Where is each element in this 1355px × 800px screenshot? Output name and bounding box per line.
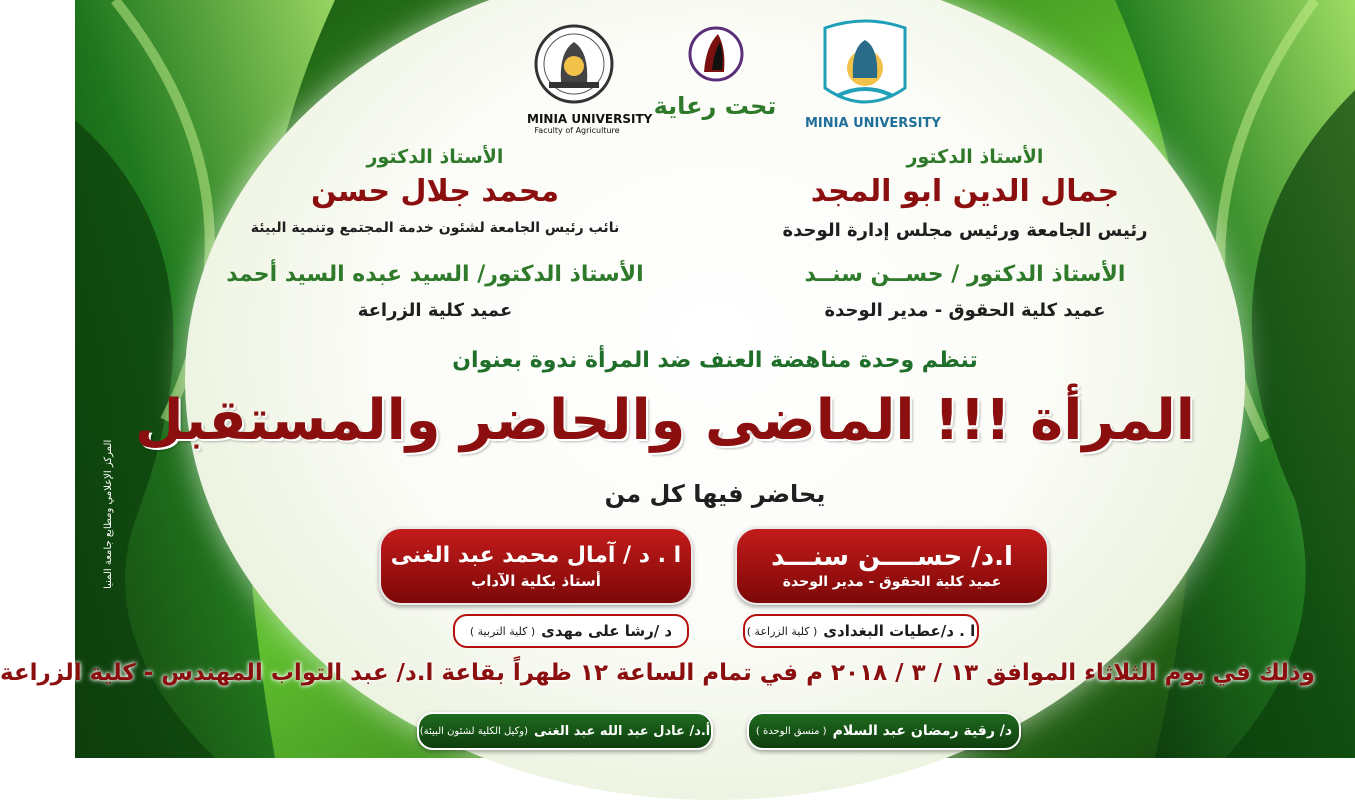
coordinator-left-note: (وكيل الكلية لشئون البيئة) <box>419 725 529 737</box>
coordinator-left-name: أ.د/ عادل عبد الله عبد الغنى <box>534 723 711 739</box>
president-name: جمال الدين ابو المجد <box>810 174 1120 209</box>
faculty-logo-subtitle: Faculty of Agriculture <box>534 126 620 135</box>
faculty-agriculture-logo <box>531 22 617 114</box>
minia-logo-name: MINIA UNIVERSITY <box>805 116 941 131</box>
patronage-text: تحت رعاية <box>653 92 777 120</box>
co-speaker-left-name: د /رشا على مهدى <box>541 622 673 640</box>
co-speaker-right-name: ا . د/عطيات البغدادى <box>823 622 976 640</box>
president-role: رئيس الجامعة ورئيس مجلس إدارة الوحدة <box>782 220 1148 241</box>
coordinator-pill-left <box>417 712 713 750</box>
speaker-left-name: ا . د / آمال محمد عبد الغنى <box>390 542 682 568</box>
coordinator-pill-right <box>747 712 1021 750</box>
right-title-1: الأستاذ الدكتور <box>906 146 1044 168</box>
co-speaker-pill-left <box>453 614 689 648</box>
speakers-intro: يحاضر فيها كل من <box>604 480 826 508</box>
co-speaker-pill-right <box>743 614 979 648</box>
coordinator-right-name: د/ رقية رمضان عبد السلام <box>832 723 1013 739</box>
speaker-right-name: ا.د/ حســــن سنـــد <box>771 542 1013 572</box>
faculty-logo-name: MINIA UNIVERSITY <box>527 112 653 126</box>
co-speaker-left-note: ( كلية التربية ) <box>469 624 536 638</box>
organizer-line: تنظم وحدة مناهضة العنف ضد المرأة ندوة بعنوان <box>452 348 978 373</box>
agriculture-dean-name: الأستاذ الدكتور/ السيد عبده السيد أحمد <box>226 262 644 287</box>
printer-credit: المركز الإعلامي ومطابع جامعة المنيا <box>103 440 114 590</box>
agriculture-dean-role: عميد كلية الزراعة <box>357 300 513 321</box>
minia-university-logo <box>817 18 913 118</box>
speaker-pill-right <box>735 527 1049 605</box>
anti-violence-unit-logo <box>688 18 744 90</box>
vice-president-name: محمد جلال حسن <box>310 174 560 209</box>
speaker-pill-left <box>379 527 693 605</box>
co-speaker-right-note: ( كلية الزراعة ) <box>746 624 818 638</box>
left-title-1: الأستاذ الدكتور <box>366 146 504 168</box>
speaker-left-role: أستاذ بكلية الآداب <box>471 571 601 590</box>
main-title: المرأة !!! الماضى والحاضر والمستقبل <box>135 388 1195 453</box>
coordinator-right-note: ( منسق الوحدة ) <box>755 725 827 737</box>
event-details: وذلك في يوم الثلاثاء الموافق ١٣ / ٣ / ٢٠١٨ م في تمام الساعة ١٢ ظهراً بقاعة ا.د/ عبد التواب المهندس - كلية الزراعة <box>0 660 1315 686</box>
unit-director-role: عميد كلية الحقوق - مدير الوحدة <box>824 300 1106 321</box>
unit-director-name: الأستاذ الدكتور / حســن سنــد <box>804 262 1126 287</box>
vice-president-role: نائب رئيس الجامعة لشئون خدمة المجتمع وتنمية البيئة <box>250 220 620 236</box>
speaker-right-role: عميد كلية الحقوق - مدير الوحدة <box>782 574 1002 590</box>
